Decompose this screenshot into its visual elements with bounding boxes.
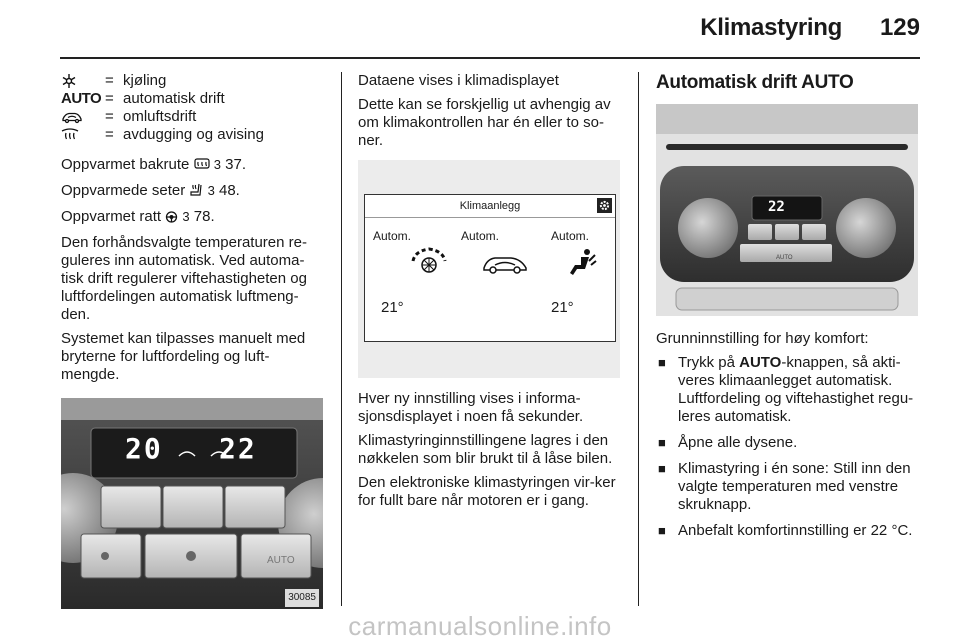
- bullet-square-icon: ■: [658, 435, 666, 450]
- bullet-square-icon: ■: [658, 355, 666, 370]
- symbol-legend: [61, 72, 323, 144]
- temperature-right: 21°: [551, 299, 574, 316]
- reference-arrow: 3: [213, 157, 221, 172]
- temperature-left: 21°: [381, 299, 404, 316]
- auto-button-photo: [656, 104, 918, 316]
- legend-text: omluftsdrift: [123, 108, 197, 125]
- body-paragraph: Den elektroniske klimastyringen vir-ker for fullt bare når motoren er i gang.: [358, 474, 616, 509]
- display-label-recirculation: Autom.: [461, 229, 500, 243]
- bullet-square-icon: ■: [658, 461, 666, 476]
- ref-seat-heat: Oppvarmede seter 3 48.: [61, 182, 323, 202]
- panel-display-left: 20: [125, 432, 163, 465]
- left-column: [61, 72, 323, 609]
- page-reference-link[interactable]: 48.: [218, 182, 240, 199]
- page-header-title: Klimastyring: [700, 14, 842, 41]
- body-paragraph: Grunninnstilling for høy komfort:: [656, 330, 869, 347]
- settings-gear-icon[interactable]: [597, 198, 612, 213]
- photo-display: 22: [768, 199, 785, 215]
- legend-text: automatisk drift: [123, 90, 225, 107]
- auto-symbol: AUTO: [61, 90, 102, 107]
- rear-window-heat-icon: [194, 158, 210, 176]
- reference-arrow: 3: [207, 183, 215, 198]
- reference-arrow: 3: [182, 209, 190, 224]
- bullet-item: ■ Anbefalt komfortinnstilling er 22 °C.: [658, 522, 913, 539]
- legend-row-recirculation: = omluftsdrift: [61, 108, 323, 126]
- climate-panel-photo: [61, 398, 323, 609]
- auto-keyword: AUTO: [739, 354, 782, 371]
- ref-steering-heat: Oppvarmet ratt 3 78.: [61, 208, 323, 228]
- display-title-bar: [365, 195, 615, 218]
- column-divider-right: [638, 72, 639, 606]
- bullet-item: ■ Klimastyring i én sone: Still inn den valgte temperaturen med venstre skruknapp.: [658, 460, 911, 513]
- legend-row-defrost: = avdugging og avising: [61, 126, 323, 144]
- legend-text: avdugging og avising: [123, 126, 264, 143]
- page-reference-link[interactable]: 37.: [225, 156, 247, 173]
- body-paragraph: Den forhåndsvalgte temperaturen re-guleres inn automatisk. Ved automa-tisk drift regulerer viftehastigheten og luftfordelingen automatisk luftmeng-den.: [61, 234, 307, 323]
- bullet-item: ■ Trykk på AUTO-knappen, så akti-veres klimaanlegget automatisk. Luftfordeling og viftehastighet regu-leres automatisk.: [658, 354, 914, 425]
- recirculation-icon: [481, 253, 529, 280]
- panel-auto-label: AUTO: [267, 555, 295, 566]
- legend-row-cooling: = kjøling: [61, 72, 323, 90]
- section-heading: Automatisk drift AUTO: [656, 72, 854, 93]
- ref-rear-window: Oppvarmet bakrute 3 37.: [61, 156, 323, 176]
- climate-display-image: [358, 160, 620, 378]
- middle-column: [358, 72, 623, 516]
- bullet-square-icon: ■: [658, 523, 666, 538]
- display-label-distribution: Autom.: [551, 229, 590, 243]
- legend-row-auto: AUTO = automatisk drift: [61, 90, 225, 107]
- body-paragraph: Systemet kan tilpasses manuelt med bryterne for luftfordeling og luft-mengde.: [61, 330, 306, 383]
- bullet-item: ■ Åpne alle dysene.: [658, 434, 798, 451]
- seat-heat-icon: [189, 183, 203, 202]
- page-number: 129: [879, 14, 920, 41]
- display-label-fan: Autom.: [373, 229, 412, 243]
- display-screen: [364, 194, 616, 342]
- snowflake-icon: [61, 73, 105, 89]
- right-column: [656, 72, 922, 548]
- steering-heat-icon: [165, 210, 178, 228]
- defrost-icon: [61, 127, 105, 143]
- panel-display-right: 22: [219, 432, 257, 465]
- body-paragraph: Klimastyringinnstillingene lagres i den nøkkelen som blir brukt til å låse bilen.: [358, 432, 613, 467]
- page-reference-link[interactable]: 78.: [193, 208, 215, 225]
- fan-speed-icon: [409, 247, 449, 280]
- display-title: Klimaanlegg: [459, 200, 521, 212]
- body-paragraph: Hver ny innstilling vises i informa-sjonsdisplayet i noen få sekunder.: [358, 390, 584, 425]
- photo-auto-label: AUTO: [776, 255, 793, 261]
- air-distribution-icon: [567, 247, 597, 282]
- recirculation-icon: [61, 110, 105, 124]
- body-paragraph: Dette kan se forskjellig ut avhengig av om klimakontrollen har én eller to so-ner.: [358, 96, 611, 149]
- photo-number: 30085: [285, 589, 319, 607]
- section-subheading: Dataene vises i klimadisplayet: [358, 72, 559, 89]
- legend-text: kjøling: [123, 72, 167, 89]
- header-divider: [60, 57, 920, 59]
- column-divider-left: [341, 72, 342, 606]
- watermark: carmanualsonline.info: [348, 611, 612, 641]
